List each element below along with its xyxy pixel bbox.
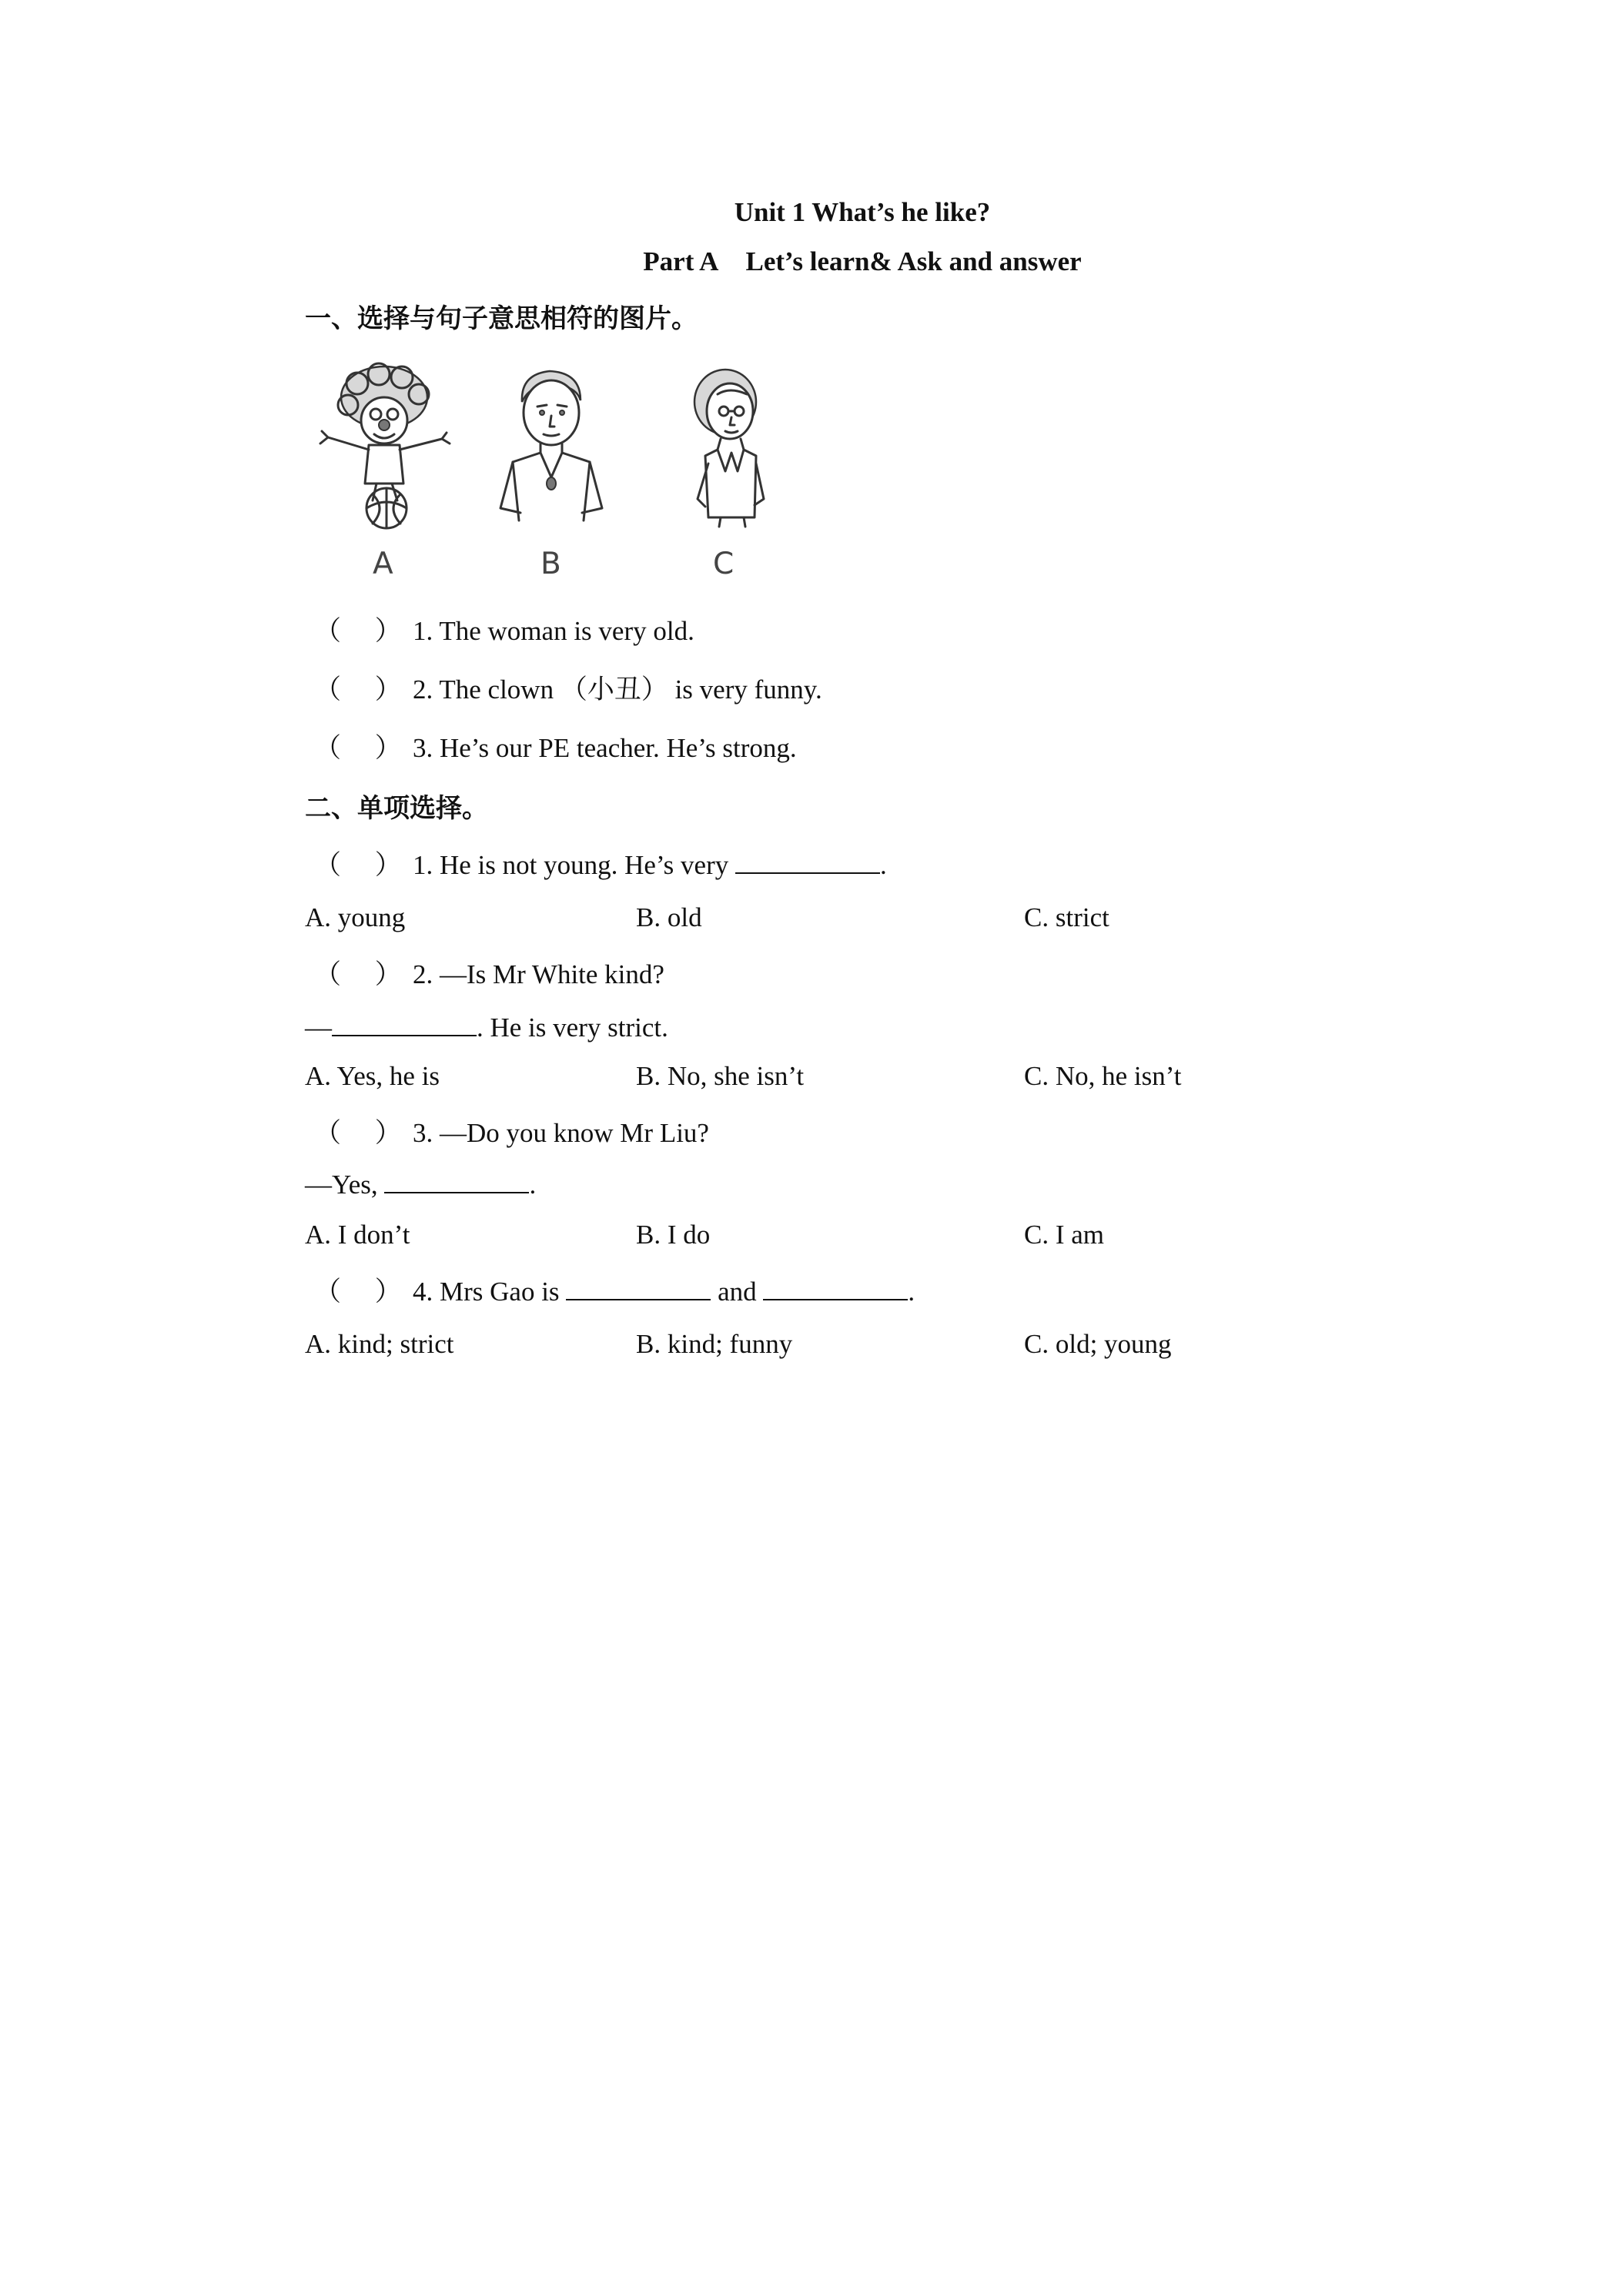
part-label: Part A	[643, 246, 719, 276]
picture-label-a: A	[373, 547, 393, 581]
picture-label-b: B	[540, 547, 561, 581]
dash: —	[305, 1012, 332, 1043]
answer-paren[interactable]: （ ）	[314, 733, 402, 763]
question-3-option-a: A. I don’t	[305, 1220, 410, 1250]
lesson-label: Let’s learn& Ask and answer	[745, 246, 1082, 276]
section1-item-2	[314, 668, 822, 707]
stem-end: .	[879, 850, 887, 880]
fill-blank[interactable]	[735, 849, 880, 874]
answer-text: . He is very strict.	[477, 1012, 668, 1043]
question-3-option-b: B. I do	[636, 1220, 711, 1250]
item-text: 3. He’s our PE teacher. He’s strong.	[413, 733, 797, 763]
answer-paren[interactable]: （ ）	[314, 1118, 402, 1148]
stem-text: 1. He is not young. He’s very	[413, 850, 735, 880]
question-2-option-c: C. No, he isn’t	[1024, 1061, 1182, 1091]
answer-paren[interactable]: （ ）	[314, 959, 402, 989]
question-3-option-c: C. I am	[1024, 1220, 1105, 1250]
item-text: 1. The woman is very old.	[413, 616, 694, 646]
fill-blank[interactable]	[763, 1276, 908, 1300]
question-4-option-b: B. kind; funny	[636, 1329, 793, 1359]
stem-text: 4. Mrs Gao is	[413, 1277, 567, 1307]
fill-blank[interactable]	[384, 1169, 529, 1193]
question-3-stem	[314, 1112, 709, 1150]
answer-paren[interactable]: （ ）	[314, 616, 402, 646]
section1-item-3	[314, 727, 797, 765]
answer-paren[interactable]: （ ）	[314, 1277, 402, 1307]
question-2-answer	[305, 1012, 668, 1043]
section1-item-1	[314, 610, 694, 648]
stem-text: 3. —Do you know Mr Liu?	[413, 1118, 709, 1148]
worksheet-title: Unit 1 What’s he like?	[734, 197, 991, 227]
fill-blank[interactable]	[566, 1276, 711, 1300]
section2-heading: 二、单项选择。	[305, 793, 488, 824]
fill-blank[interactable]	[332, 1012, 477, 1036]
worksheet-subtitle	[51, 246, 1623, 277]
stem-end: .	[908, 1277, 915, 1307]
strong-man-icon	[490, 362, 613, 524]
answer-text: .	[529, 1170, 537, 1200]
question-4-option-a: A. kind; strict	[305, 1329, 454, 1359]
question-1-option-b: B. old	[636, 902, 702, 932]
question-4-option-c: C. old; young	[1024, 1329, 1172, 1359]
question-4-stem	[314, 1270, 915, 1309]
clown-on-ball-icon	[311, 360, 457, 530]
stem-middle: and	[711, 1277, 764, 1307]
stem-text: 2. —Is Mr White kind?	[413, 959, 664, 989]
answer-paren[interactable]: （ ）	[314, 674, 402, 705]
section1-heading: 一、选择与句子意思相符的图片。	[305, 303, 698, 334]
question-2-option-a: A. Yes, he is	[305, 1061, 440, 1091]
question-1-option-c: C. strict	[1024, 902, 1109, 932]
question-1-stem	[314, 844, 887, 882]
question-3-answer	[305, 1169, 536, 1200]
item-text: 2. The clown （小丑） is very funny.	[413, 674, 822, 705]
old-woman-icon	[674, 363, 790, 528]
picture-label-c: C	[713, 547, 735, 581]
question-1-option-a: A. young	[305, 902, 406, 932]
answer-paren[interactable]: （ ）	[314, 850, 402, 880]
question-2-option-b: B. No, she isn’t	[636, 1061, 805, 1091]
question-2-stem	[314, 953, 664, 992]
answer-prefix: —Yes,	[305, 1170, 385, 1200]
